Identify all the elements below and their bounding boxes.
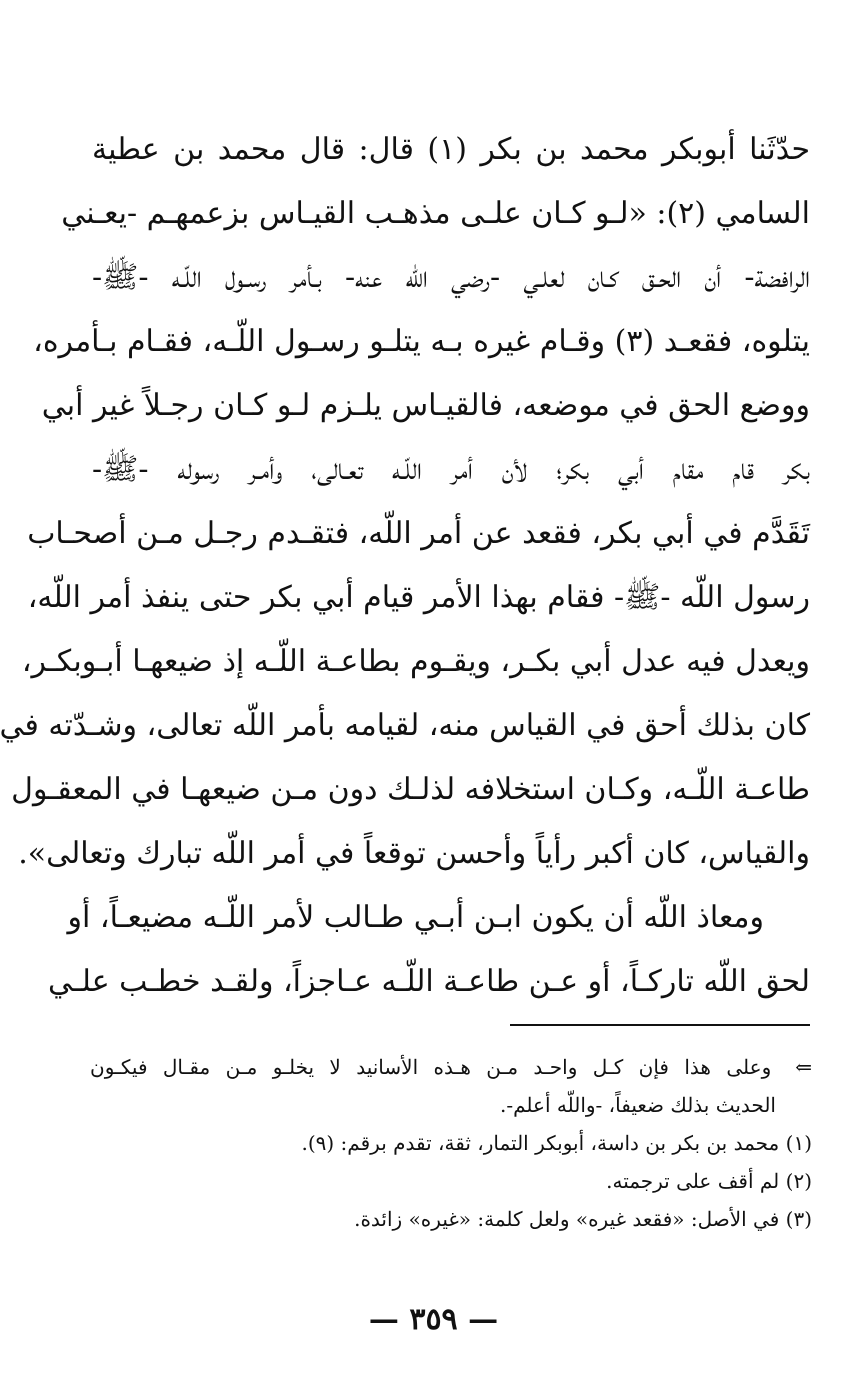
text-line: والقياس، كان أكبر رأياً وأحسن توقعاً في أمر اللّه تبارك وتعالى». xyxy=(18,836,810,871)
text-line: بكر قام مقام أبي بكر؛ لأن أمر اللّـه تعـالى، وأمـر رسوله -ﷺ- xyxy=(92,452,810,487)
paragraph-start-line: ومعاذ اللّه أن يكون ابـن أبـي طـالب لأمر اللّـه مضيعـاً، أو xyxy=(67,900,764,935)
footnote-continuation xyxy=(90,1048,812,1086)
footnote-1: (١) محمد بن بكر بن داسة، أبوبكر التمار، ثقة، تقدم برقم: (٩). xyxy=(301,1131,812,1155)
footnote-2: (٢) لم أقف على ترجمته. xyxy=(606,1169,812,1193)
text-line: ووضع الحق في موضعه، فالقيـاس يلـزم لـو كـان رجـلاً غير أبي xyxy=(41,388,810,423)
continuation-arrow-icon: ⇐ xyxy=(795,1055,812,1079)
footnote-separator xyxy=(510,1024,810,1026)
text-line: ويعدل فيه عدل أبي بكـر، ويقـوم بطاعـة اللّـه إذ ضيعهـا أبـوبكـر، xyxy=(21,644,810,679)
text-line: تَقَدَّم في أبي بكر، فقعد عن أمر اللّه، فتقـدم رجـل مـن أصحـاب xyxy=(27,516,810,551)
text-line: رسول اللّه -ﷺ- فقام بهذا الأمر قيام أبي بكر حتى ينفذ أمر اللّه، xyxy=(27,580,810,615)
text-line: يتلوه، فقعـد (٣) وقـام غيره بـه يتلـو رسـول اللّـه، فقـام بـأمره، xyxy=(33,324,810,359)
footnote-continuation-line: الحديث بذلك ضعيفاً، -واللّه أعلم-. xyxy=(500,1093,776,1117)
page-number: — ٣٥٩ — xyxy=(368,1302,499,1337)
text-line: لحق اللّه تاركـاً، أو عـن طاعـة اللّـه عـاجزاً، ولقـد خطـب علـي xyxy=(48,964,810,999)
main-text xyxy=(0,118,810,1014)
text-line: الرافضة- أن الحـق كـان لعلـي -رضي الله عنه- بـأمر رسـول اللّـه -ﷺ- xyxy=(92,260,810,295)
text-line: طاعـة اللّـه، وكـان استخلافه لذلـك دون مـن ضيعهـا في المعقـول xyxy=(11,772,810,807)
text-line: السامي (٢): «لـو كـان علـى مذهـب القيـاس بزعمهـم -يعـني xyxy=(61,196,810,231)
text-line: كان بذلك أحق في القياس منه، لقيامه بأمر اللّه تعالى، وشـدّته في xyxy=(0,708,810,743)
text-line: حدّثَنا أبوبكر محمد بن بكر (١) قال: قال محمد بن عطية xyxy=(92,132,810,167)
footnote-continuation-text: وعلى هذا فإن كـل واحـد مـن هـذه الأسانيد لا يخلـو مـن مقـال فيكـون xyxy=(90,1055,772,1079)
footnotes xyxy=(90,1048,812,1238)
footnote-3: (٣) في الأصل: «فقعد غيره» ولعل كلمة: «غيره» زائدة. xyxy=(354,1207,812,1231)
